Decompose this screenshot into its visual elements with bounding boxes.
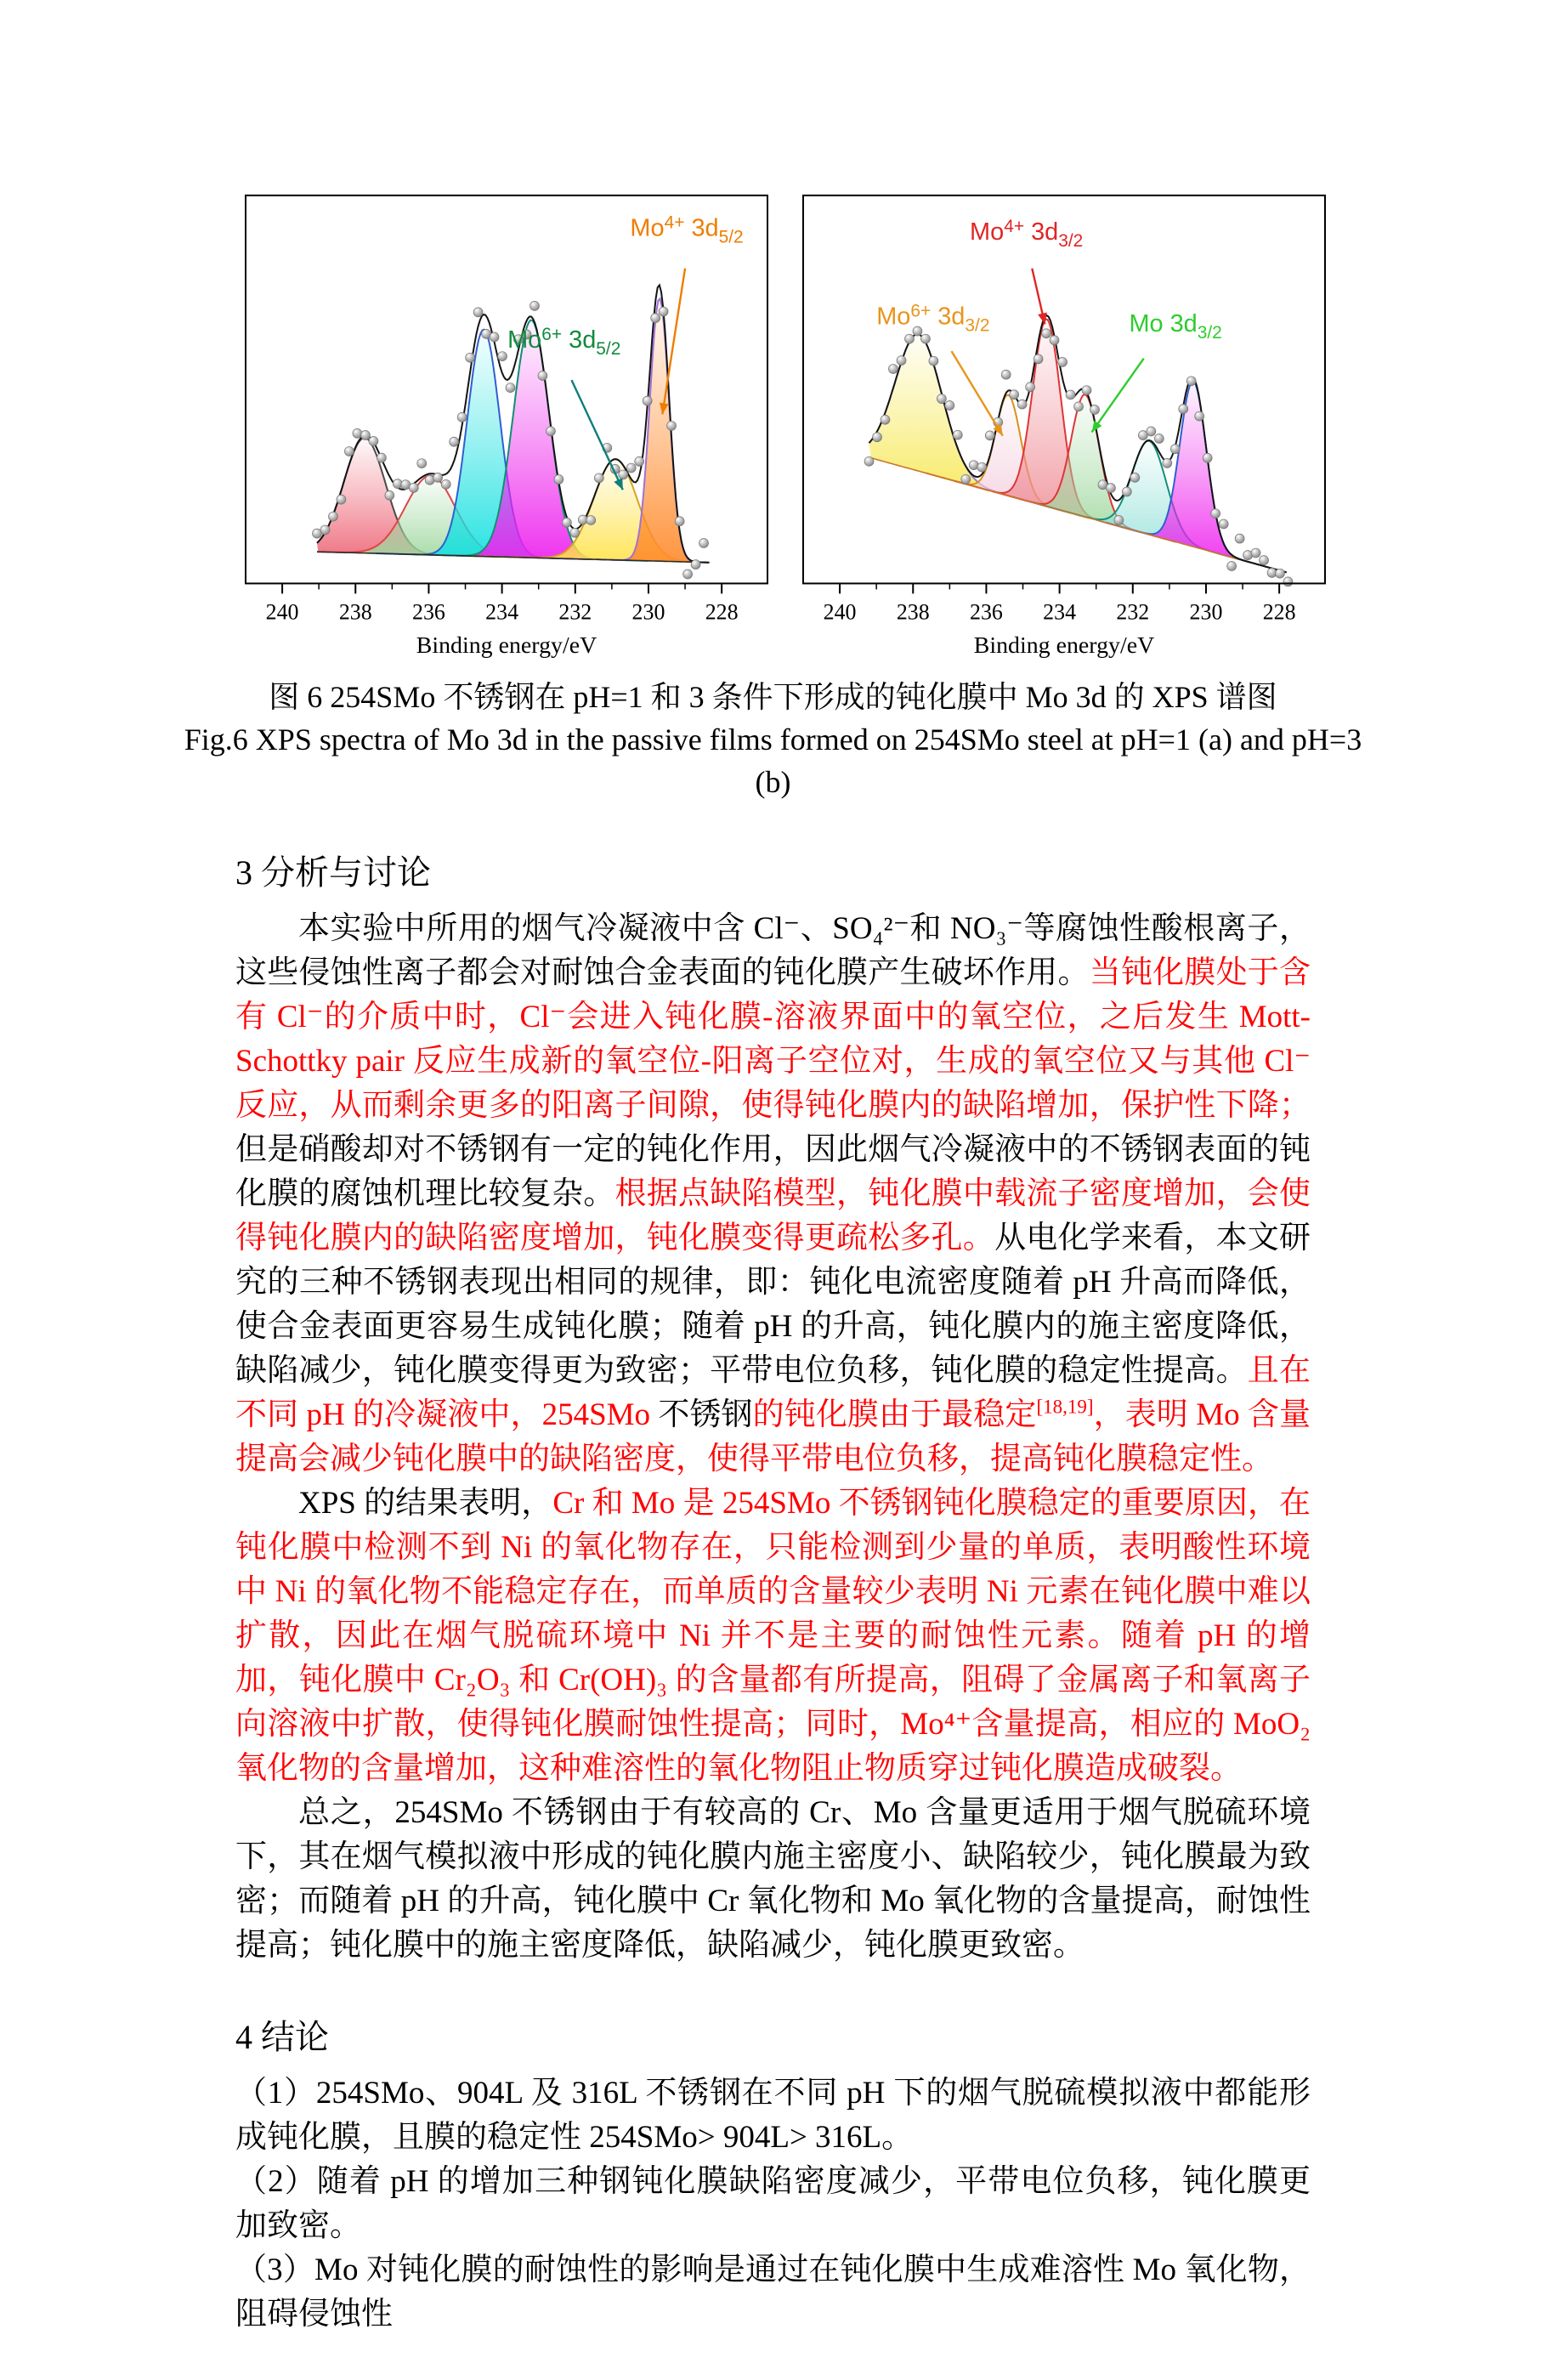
section-heading: 3 分析与讨论 xyxy=(235,853,431,892)
svg-text:Mo6+ 3d5/2: $Mo^{6+}$ $3d_{5/2}$ xyxy=(507,324,621,359)
svg-text:240: 240 xyxy=(823,599,857,625)
text-span: 不锈钢 xyxy=(658,1397,753,1432)
svg-text:Mo 3d3/2: Mo $3d_{3/2}$ xyxy=(1129,309,1222,343)
article-body xyxy=(235,851,1311,2337)
text-span: Cr 和 Mo 是 254SMo 不锈钢钝化膜稳定的重要原因，在钝化膜中检测不到 Ni 的氧化物存在，只能检测到少量的单质，表明酸性环境中 Ni 的氧化物不能稳定存在，而单质的含量较少表明 Ni 元素在钝化膜中难以扩散，因此在烟气脱硫环境中 Ni 并不是主要的耐蚀性元素。随着 pH 的增加，钝化膜中 Cr₂O₃ 和 Cr(OH)₃ 的含量都有所提高，阻碍了金属离子和氧离子向溶液中扩散，使得钝化膜耐蚀性提高；同时，Mo⁴⁺含量提高，相应的 MoO₂氧化物的含量增加，这种难溶性的氧化物阻止物质穿过钝化膜造成破裂。 xyxy=(235,1486,1311,1786)
paragraph xyxy=(235,2160,1311,2248)
svg-text:236: 236 xyxy=(970,599,1003,625)
svg-text:234: 234 xyxy=(1043,599,1077,625)
xps-chart-a-ph1 xyxy=(244,193,769,669)
figure-caption-en: Fig.6 XPS spectra of Mo 3d in the passive films formed on 254SMo steel at pH=1 (a) and pH=3 xyxy=(184,722,1362,756)
paragraph xyxy=(235,907,1311,1482)
svg-text:240: 240 xyxy=(265,599,299,625)
text-span: 本实验中所用的烟气冷凝液中含 Cl⁻、SO₄²⁻和 NO₃⁻等腐蚀性酸根离子，这些侵蚀性离子都会对耐蚀合金表面的钝化膜产生破坏作用。 xyxy=(235,911,1311,990)
svg-text:228: 228 xyxy=(1262,599,1296,625)
svg-text:232: 232 xyxy=(1116,599,1150,625)
text-span: （3）Mo 对钝化膜的耐蚀性的影响是通过在钝化膜中生成难溶性 Mo 氧化物，阻碍侵蚀性 xyxy=(235,2252,1311,2332)
text-span: [18,19] xyxy=(1036,1396,1094,1418)
svg-text:Mo6+ 3d3/2: $Mo^{6+}$ $3d_{3/2}$ xyxy=(876,301,990,336)
document-page xyxy=(0,193,1546,2380)
svg-text:230: 230 xyxy=(631,599,665,625)
text-span: 但是硝酸却对不锈钢有一定的钝化作用，因此烟气冷凝液中的不锈钢表面的钝化膜的腐蚀机理比较复杂。 xyxy=(235,1132,1311,1211)
xps-chart-b-ph3 xyxy=(801,193,1327,669)
figure-caption-en-wrap: (b) xyxy=(755,765,791,799)
text-span: ，表明 Mo 含量提高会减少钝化膜中的缺陷密度，使得平带电位负移，提高钝化膜稳定性。 xyxy=(235,1397,1311,1476)
svg-text:Binding energy/eV: Binding energy/eV xyxy=(973,632,1155,660)
svg-text:232: 232 xyxy=(558,599,592,625)
section-heading: 4 结论 xyxy=(235,2018,329,2056)
svg-text:228: 228 xyxy=(705,599,739,625)
svg-text:234: 234 xyxy=(485,599,519,625)
svg-text:Mo4+ 3d5/2: $Mo^{4+}$ $3d_{5/2}$ xyxy=(630,212,744,247)
figure-6-panels xyxy=(244,193,1546,669)
text-span: （1）254SMo、904L 及 316L 不锈钢在不同 pH 下的烟气脱硫模拟液中都能形成钝化膜，且膜的稳定性 254SMo> 904L> 316L。 xyxy=(235,2076,1311,2155)
text-span: 根据点缺陷模型，钝化膜中载流子密度增加，会使得钝化膜内的缺陷密度增加，钝化膜变得更疏松多孔。 xyxy=(235,1176,1311,1255)
svg-text:230: 230 xyxy=(1189,599,1223,625)
figure-caption-zh: 图 6 254SMo 不锈钢在 pH=1 和 3 条件下形成的钝化膜中 Mo 3d 的 XPS 谱图 xyxy=(269,680,1277,714)
svg-text:238: 238 xyxy=(338,599,372,625)
svg-text:236: 236 xyxy=(412,599,445,625)
paragraph xyxy=(235,1791,1311,1968)
text-span: 从电化学来看，本文研究的三种不锈钢表现出相同的规律，即：钝化电流密度随着 pH 升高而降低，使合金表面更容易生成钝化膜；随着 pH 的升高，钝化膜内的施主密度降低，缺陷减少，钝化膜变得更为致密；平带电位负移，钝化膜的稳定性提高。 xyxy=(235,1221,1311,1388)
text-span: （2）随着 pH 的增加三种钢钝化膜缺陷密度减少，平带电位负移，钝化膜更加致密。 xyxy=(235,2164,1311,2243)
paragraph xyxy=(235,2248,1311,2337)
text-span: 总之，254SMo 不锈钢由于有较高的 Cr、Mo 含量更适用于烟气脱硫环境下，其在烟气模拟液中形成的钝化膜内施主密度小、缺陷较少，钝化膜最为致密；而随着 pH 的升高，钝化膜中 Cr 氧化物和 Mo 氧化物的含量提高，耐蚀性提高；钝化膜中的施主密度降低，缺陷减少，钝化膜更致密。 xyxy=(235,1795,1311,1963)
paragraph xyxy=(235,1482,1311,1791)
svg-text:Binding energy/eV: Binding energy/eV xyxy=(416,632,597,660)
text-span: XPS 的结果表明， xyxy=(298,1486,553,1521)
text-span: 当钝化膜处于含有 Cl⁻的介质中时，Cl⁻会进入钝化膜-溶液界面中的氧空位，之后发生 Mott-Schottky pair 反应生成新的氧空位-阳离子空位对，生成的氧空位又与其他 Cl⁻反应，从而剩余更多的阳离子间隙，使得钝化膜内的缺陷增加，保护性下降； xyxy=(235,955,1311,1123)
svg-text:Mo4+ 3d3/2: $Mo^{4+}$ $3d_{3/2}$ xyxy=(970,216,1084,251)
text-span: 的钝化膜由于最稳定 xyxy=(752,1397,1037,1432)
text-span: 且在不同 pH 的冷凝液中，254SMo xyxy=(235,1353,1311,1432)
paragraph xyxy=(235,2071,1311,2160)
svg-text:238: 238 xyxy=(896,599,930,625)
